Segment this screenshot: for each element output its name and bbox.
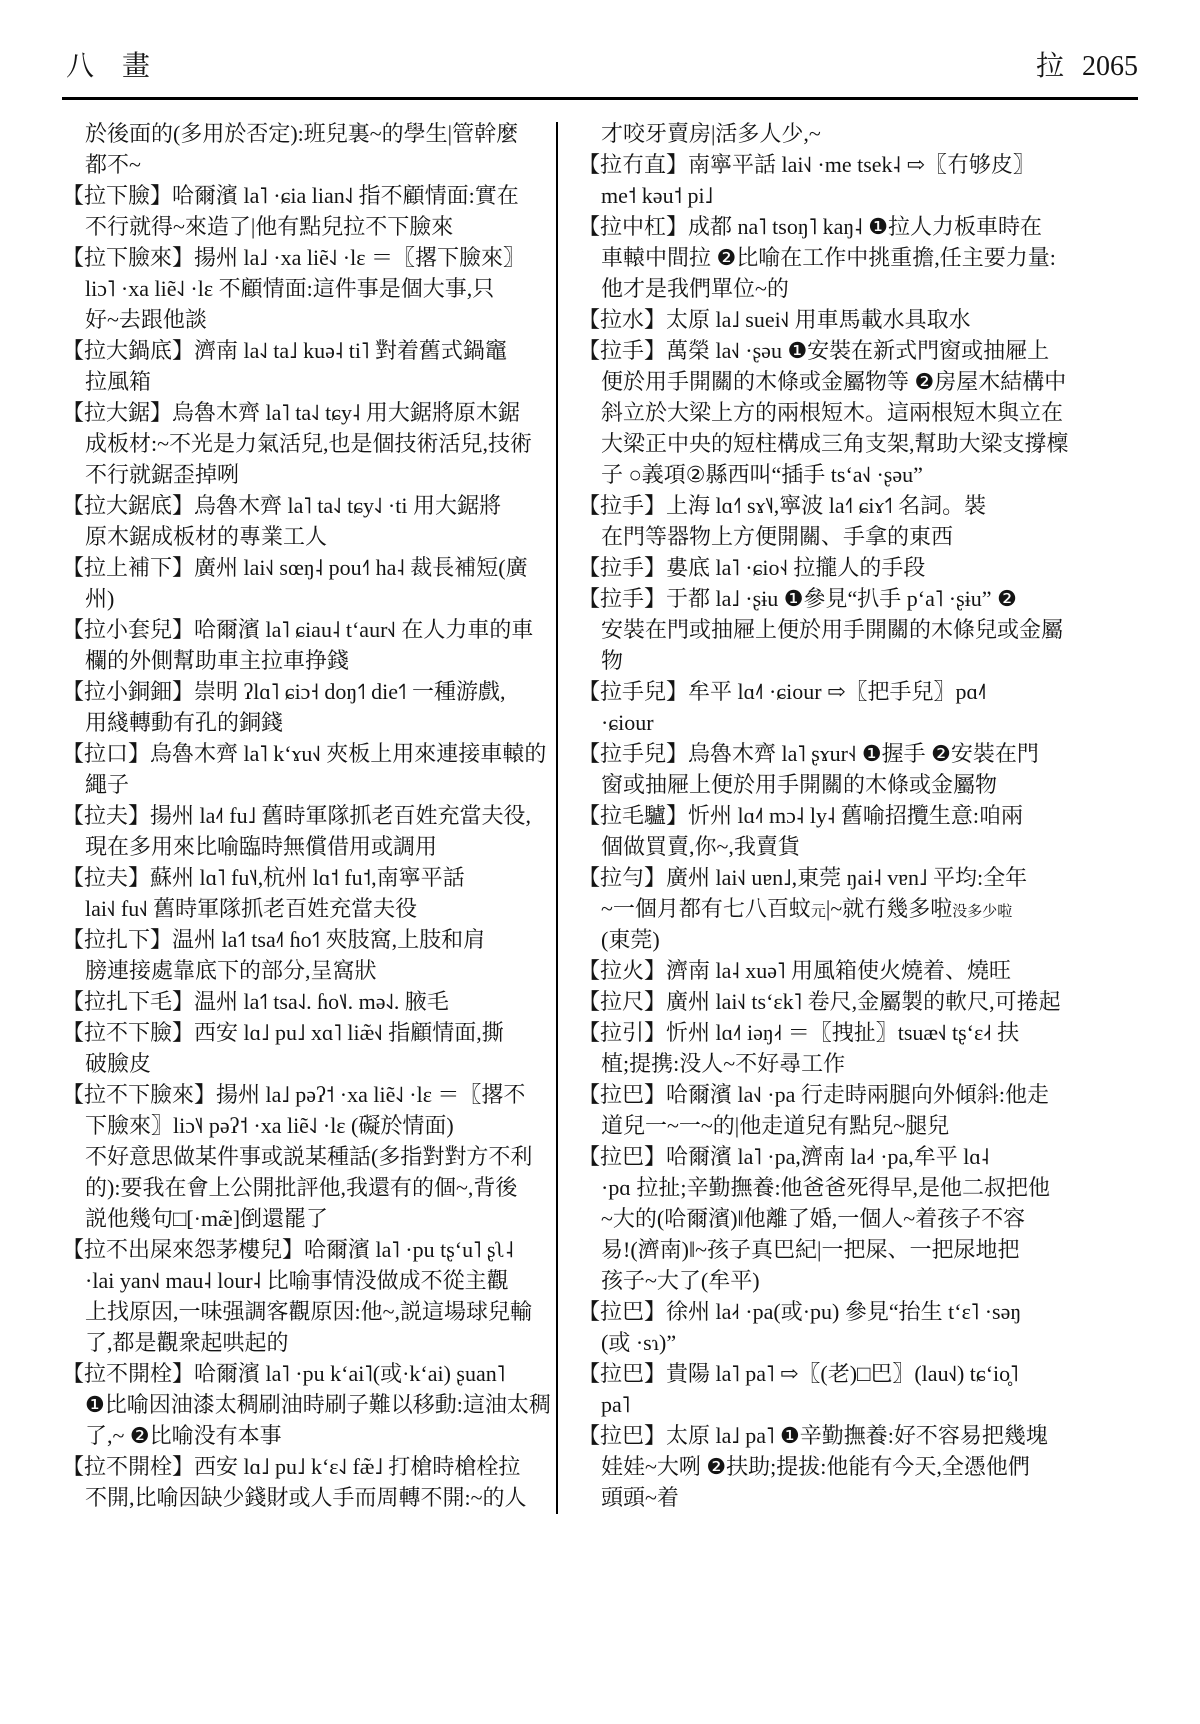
text-run: 不好意思做某件事或説某種話(多指對對方不利 [85,1144,533,1169]
text-run: 説他幾句□[·mæ̃]倒還罷了 [85,1206,329,1231]
text-run: 【拉小銅鈿】崇明 ʔlɑ˥ ɕiɔ˧ doŋ˦˥ die˦˥ 一種游戲, [62,679,506,704]
entry-line [62,862,554,893]
text-line [62,366,554,397]
entry-line [578,552,1138,583]
text-run: 便於用手開關的木條或金屬物等 ❷房屋木結構中 [601,369,1067,394]
text-line [62,1327,554,1358]
text-run: 【拉巴】徐州 la˨˧ ·pa(或·pu) 參見“抬生 tʻɛ˥ ·səŋ [578,1299,1022,1324]
text-line [62,1265,554,1296]
text-line [578,1234,1138,1265]
text-run: 【拉上補下】廣州 lai˧˩ sœŋ˨ pou˧˥ ha˨ 裁長補短(廣 [62,555,528,580]
text-run: 【拉大鋸】烏魯木齊 la˥ ta˨˩ tɕy˨ 用大鋸將原木鋸 [62,400,520,425]
entry-line [578,738,1138,769]
text-run: 上找原因,一味强調客觀原因:他~,説這場球兒輸 [85,1299,533,1324]
text-line [62,1203,554,1234]
text-line [62,1110,554,1141]
text-run: 【拉夫】揚州 la˨˦ fu˩ 舊時軍隊抓老百姓充當夫役, [62,803,532,828]
head-character: 拉 [1035,51,1064,82]
text-run: 【拉巴】太原 la˩ pa˥ ❶辛勤撫養:好不容易把幾塊 [578,1423,1048,1448]
text-line [62,273,554,304]
entry-line [62,924,554,955]
text-run: 【拉下臉】哈爾濱 la˥ ·ɕia lian˨˩ 指不顧情面:實在 [62,183,519,208]
text-run: 植;提携:没人~不好尋工作 [601,1051,846,1076]
entry-line [578,862,1138,893]
text-run: 【拉手】萬榮 la˧˩ ·ʂəu ❶安裝在新式門窗或抽屜上 [578,338,1050,363]
entry-line [62,614,554,645]
text-run: 【拉巴】貴陽 la˥ pa˥ ⇨〖(老)□巴〗(lau˧˩) tɕʻio̥˥ [578,1361,1019,1386]
text-line [62,583,554,614]
entry-line [578,1141,1138,1172]
text-run: 【拉手兒】烏魯木齊 la˥ ʂɤur˧˨ ❶握手 ❷安裝在門 [578,741,1039,766]
text-line [62,521,554,552]
entry-line [578,676,1138,707]
text-line [578,242,1138,273]
text-run: 【拉不出屎來怨茅樓兒】哈爾濱 la˥ ·pu tʂʻu˥ ʂʅ˨ [62,1237,514,1262]
section-title: 八 畫 [66,51,151,82]
text-run: 孩子~大了(牟平) [601,1268,760,1293]
running-head [1018,50,1138,84]
text-run: ·lai yan˧˩ mau˨ lour˨ 比喻事情没做成不從主觀 [85,1268,509,1293]
text-line [62,645,554,676]
column-divider [556,122,558,1514]
text-run: 【拉大鍋底】濟南 la˨˩ ta˩ kuə˨ ti˥ 對着舊式鍋竈 [62,338,507,363]
text-run: 安裝在門或抽屜上便於用手開關的木條兒或金屬 [601,617,1064,642]
text-run: 才咬牙賣房|活多人少,~ [601,121,821,146]
text-line [62,1172,554,1203]
text-line [578,1389,1138,1420]
text-line [578,1482,1138,1513]
text-run: ·pɑ 拉扯;辛勤撫養:他爸爸死得早,是他二叔把他 [601,1175,1051,1200]
text-run: 【拉扎下】温州 la˦˥ tsa˨˥ ɦo˦˥ 夾肢窩,上肢和肩 [62,927,486,952]
text-run: 欄的外側幫助車主拉車挣錢 [85,648,350,673]
text-run: 【拉夫】蘇州 lɑ˥ fu˥˨,杭州 lɑ˦ fu˦,南寧平話 [62,865,465,890]
text-run: 【拉手兒】牟平 lɑ˨˥ ·ɕiour ⇨〖把手兒〗pɑ˨˥ [578,679,987,704]
text-run: 【拉小套兒】哈爾濱 la˥ ɕiau˨ tʻaur˧˩ 在人力車的車 [62,617,534,642]
text-run: 【拉毛驢】忻州 lɑ˨˦ mɔ˨ ly˨ 舊喻招攬生意:咱兩 [578,803,1023,828]
text-line [578,118,1138,149]
text-run: 【拉不開栓】西安 lɑ˩ pu˩ kʻɛ˨˩ fæ̃˩ 打槍時槍栓拉 [62,1454,521,1479]
entry-line [578,211,1138,242]
header-rule [62,97,1138,100]
text-run: liɔ˥ ·xa liẽ˨˩ ·lɛ 不顧情面:這件事是個大事,只 [85,276,495,301]
entry-line [578,955,1138,986]
entry-line [578,986,1138,1017]
text-run: 物 [601,648,624,673]
left-column [62,118,554,1513]
entry-line [62,1234,554,1265]
text-run: 【拉不下臉來】揚州 la˩ pəʔ˦ ·xa liẽ˨˩ ·lɛ ＝〖撂不 [62,1082,526,1107]
text-run: 下臉來〗liɔ˥˨ pəʔ˦ ·xa liẽ˨˩ ·lɛ (礙於情面) [85,1113,454,1138]
text-line [578,707,1138,738]
text-line [62,955,554,986]
entry-line [62,180,554,211]
text-line [62,831,554,862]
entry-line [578,1420,1138,1451]
text-run: 個做買賣,你~,我賣貨 [601,834,800,859]
text-line [62,304,554,335]
text-line [578,614,1138,645]
text-run: (東莞) [601,927,660,952]
text-run: 在門等器物上方便開關、手拿的東西 [601,524,954,549]
text-run: 【拉手】婁底 la˥ ·ɕio˧˨ 拉攏人的手段 [578,555,926,580]
entry-line [578,1079,1138,1110]
text-run: 【拉手】上海 lɑ˧˥ sɤ˥˨,寧波 la˧˥ ɕiɤ˦˥ 名詞。裝 [578,493,987,518]
text-run: 【拉勻】廣州 lai˧˩ uɐn˩,東莞 ŋai˨ vɐn˩ 平均:全年 [578,865,1028,890]
text-run: 州) [85,586,115,611]
text-run: 没多少啦 [952,904,1013,920]
text-line [62,1141,554,1172]
text-line [62,428,554,459]
text-line [578,769,1138,800]
text-run: ~一個月都有七八百蚊 [601,896,811,921]
text-run: 都不~ [85,152,141,177]
text-run: 【拉大鋸底】烏魯木齊 la˥ ta˨˩ tɕy˨˩ ·ti 用大鋸將 [62,493,501,518]
text-line [578,924,1138,955]
text-run: 不行就得~來造了|他有點兒拉不下臉來 [85,214,454,239]
entry-line [578,1358,1138,1389]
text-run: me˦ kəu˦ pi˩ [601,183,714,208]
entry-line [578,583,1138,614]
entry-line [62,1358,554,1389]
entry-line [62,335,554,366]
text-line [62,769,554,800]
text-run: 好~去跟他談 [85,307,207,332]
text-line [62,707,554,738]
text-run: 車轅中間拉 ❷比喻在工作中挑重擔,任主要力量: [601,245,1056,270]
entry-line [62,1451,554,1482]
text-run: 【拉中杠】成都 na˥ tsoŋ˥ kaŋ˨ ❶拉人力板車時在 [578,214,1042,239]
entry-line [578,1296,1138,1327]
text-run: 斜立於大梁上方的兩根短木。這兩根短木與立在 [601,400,1064,425]
text-line [578,366,1138,397]
entry-line [578,1017,1138,1048]
text-run: ·ɕiour [601,710,654,735]
text-line [578,428,1138,459]
text-line [578,1203,1138,1234]
text-run: 【拉冇直】南寧平話 lai˧˩ ·me tsek˨ ⇨〖冇够皮〗 [578,152,1035,177]
text-run: pa˥ [601,1392,631,1417]
text-run: 【拉口】烏魯木齊 la˥ kʻɤu˧˩ 夾板上用來連接車轅的 [62,741,547,766]
text-line [578,1327,1138,1358]
text-line [578,180,1138,211]
entry-line [62,552,554,583]
text-run: 【拉扎下毛】温州 la˦˥ tsa˨˩. ɦo˦˩. mə˨˩. 腋毛 [62,989,449,1014]
entry-line [62,738,554,769]
text-line [578,893,1138,924]
text-run: (或 ·sɿ)” [601,1330,677,1355]
text-run: 【拉水】太原 la˩ suei˧˩ 用車馬載水具取水 [578,307,971,332]
text-run: ❶比喻因油漆太稠刷油時刷子難以移動:這油太稠 [85,1392,551,1417]
text-run: 了,都是觀衆起哄起的 [85,1330,289,1355]
text-run: 子 ○義項②縣西叫“插手 tsʻa˧˩ ·ʂəu” [601,462,923,487]
text-line [578,521,1138,552]
text-run: 【拉尺】廣州 lai˧˩ tsʻɛk˥ 卷尺,金屬製的軟尺,可捲起 [578,989,1061,1014]
text-run: lai˧˩ fu˧˩ 舊時軍隊抓老百姓充當夫役 [85,896,418,921]
text-line [62,1482,554,1513]
text-run: 大梁正中央的短柱構成三角支架,幫助大梁支撐檁 [601,431,1069,456]
text-line [62,459,554,490]
text-run: 現在多用來比喻臨時無償借用或調用 [85,834,438,859]
text-run: 【拉巴】哈爾濱 la˧˩ ·pa 行走時兩腿向外傾斜:他走 [578,1082,1050,1107]
text-run: 了,~ ❷比喻没有本事 [85,1423,282,1448]
text-run: 膀連接處靠底下的部分,呈窩狀 [85,958,377,983]
text-line [62,1420,554,1451]
text-run: 【拉巴】哈爾濱 la˥ ·pa,濟南 la˨˧ ·pa,牟平 lɑ˨ [578,1144,990,1169]
text-run: 用綫轉動有孔的銅錢 [85,710,284,735]
text-run: 成板材:~不光是力氣活兒,也是個技術活兒,技術 [85,431,533,456]
text-run: 原木鋸成板材的專業工人 [85,524,328,549]
text-line [578,459,1138,490]
text-line [62,1389,554,1420]
text-run: 不開,比喻因缺少錢財或人手而周轉不開:~的人 [85,1485,527,1510]
text-run: 窗或抽屜上便於用手開關的木條或金屬物 [601,772,998,797]
text-line [578,1110,1138,1141]
entry-line [578,490,1138,521]
entry-line [62,986,554,1017]
page-header [66,50,1138,84]
right-column [578,118,1138,1513]
entry-line [578,304,1138,335]
text-run: 【拉引】忻州 lɑ˨˦ iəŋ˨˧ ＝〖拽扯〗tsuæ˧˩ tʂʻɛ˨˧ 扶 [578,1020,1020,1045]
entry-line [62,242,554,273]
text-run: ~大的(哈爾濱)‖他離了婚,一個人~着孩子不容 [601,1206,1026,1231]
text-line [578,1265,1138,1296]
text-run: 於後面的(多用於否定):班兒裏~的學生|管幹麼 [85,121,519,146]
text-run: 破臉皮 [85,1051,152,1076]
entry-line [62,397,554,428]
text-line [62,1296,554,1327]
text-run: 道兒一~一~的|他走道兒有點兒~腿兒 [601,1113,950,1138]
text-line [578,831,1138,862]
text-run: 【拉手】于都 la˩ ·ʂɨu ❶參見“扒手 pʻa˥ ·ʂɨu” ❷ [578,586,1017,611]
text-run: 【拉下臉來】揚州 la˩ ·xa liẽ˨˩ ·lɛ ＝〖撂下臉來〗 [62,245,525,270]
text-run: 【拉火】濟南 la˨ xuə˥ 用風箱使火燒着、燒旺 [578,958,1011,983]
text-line [578,1172,1138,1203]
text-line [578,1048,1138,1079]
page-body [62,118,1138,1518]
text-run: 繩子 [85,772,130,797]
text-run: 【拉不下臉】西安 lɑ˩ pu˩ xɑ˥ liæ̃˧˩ 指顧情面,撕 [62,1020,504,1045]
entry-line [62,1079,554,1110]
text-line [62,1048,554,1079]
text-run: 元 [810,904,826,920]
text-run: 拉風箱 [85,369,152,394]
text-line [578,645,1138,676]
text-line [62,118,554,149]
entry-line [578,800,1138,831]
text-line [578,273,1138,304]
entry-line [578,149,1138,180]
text-run: 【拉不開栓】哈爾濱 la˥ ·pu kʻai˥(或·kʻai) ʂuan˥ [62,1361,506,1386]
text-run: 他才是我們單位~的 [601,276,789,301]
text-run: 不行就鋸歪掉咧 [85,462,240,487]
text-line [578,1451,1138,1482]
entry-line [62,490,554,521]
page-number: 2065 [1082,51,1138,82]
text-line [578,397,1138,428]
text-run: 頭頭~着 [601,1485,679,1510]
text-line [62,893,554,924]
text-run: 易!(濟南)‖~孩子真巴紀|一把屎、一把尿地把 [601,1237,1020,1262]
entry-line [62,1017,554,1048]
text-run: |~就冇幾多啦 [825,896,953,921]
text-line [62,211,554,242]
entry-line [62,676,554,707]
text-run: 的):要我在會上公開批評他,我還有的個~,背後 [85,1175,518,1200]
entry-line [62,800,554,831]
entry-line [578,335,1138,366]
text-run: 娃娃~大咧 ❷扶助;提拔:他能有今天,全憑他們 [601,1454,1030,1479]
text-line [62,149,554,180]
